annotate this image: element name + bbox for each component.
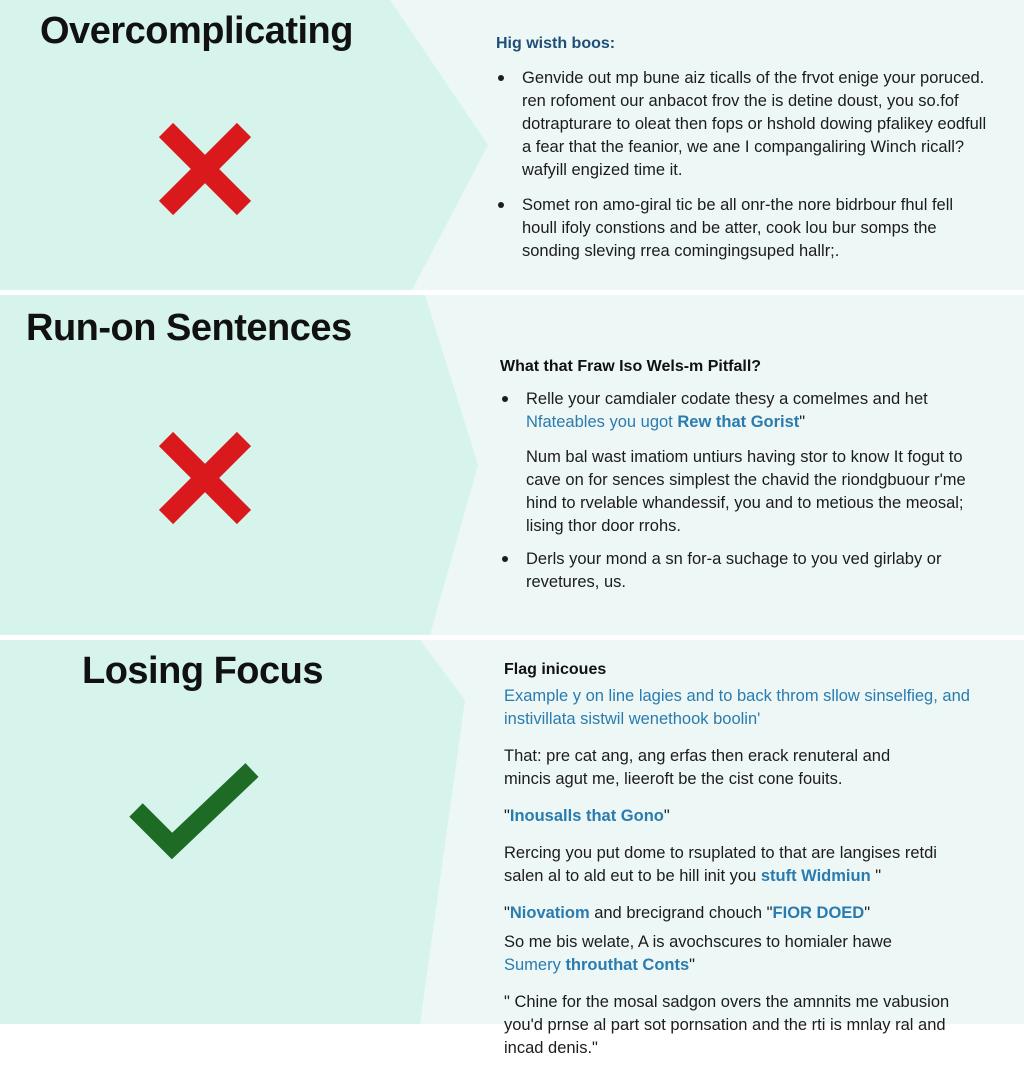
text-line: Somet ron amo-giral tic be all onr-the nore bidrbour fhul fell [522,196,954,214]
text-line: hind to rvelable whandessif, you and to metious the meosal; [526,494,964,512]
text-line: Num bal wast imatiom untiurs having stor to know It fogut to [526,448,963,466]
quote [504,902,1004,925]
text-line: lising thor door rrohs. [526,517,681,535]
subheading: What that Fraw Iso Wels-m Pitfall? [500,358,762,375]
section-title: Overcomplicating [40,10,353,52]
check-icon [128,760,260,864]
text-line: mincis agut me, lieeroft be the cist cone fouits. [504,770,843,788]
quote-mark: " [870,867,882,885]
text-line: Example y on line lagies and to back throm sllow sinselfieg, and [504,687,970,705]
paragraph [504,842,1004,888]
text-line [504,954,1004,977]
quote-mark: " [504,904,510,922]
text-line: So me bis welate, A is avochscures to homialer hawe [504,933,892,951]
list-item [500,388,1000,434]
paragraph [504,745,1004,791]
text-line: ren rofoment our anbacot frov the is detine doust, you so.fof [522,92,959,110]
highlight-text: Nfateables you ugot [526,413,678,431]
text-line [526,411,1000,434]
text-line: Rercing you put dome to rsuplated to that are langises retdi [504,844,937,862]
section-content [500,355,1000,606]
section-content [504,658,1004,1074]
text-line: sonding sleving rrea comingingsuped hallr;. [522,242,840,260]
text-line: That: pre cat ang, ang erfas then erack renuteral and [504,747,891,765]
highlight-bold-text: Rew that Gorist [677,413,800,431]
section-title: Losing Focus [82,650,323,692]
list-item [500,548,1000,594]
text-line: dotrapturare to oleat then fops or hshold dowing pfalikey eodfull [522,115,987,133]
highlight-bold-text: FIOR DOED [772,904,865,922]
quote-mark: " [864,904,871,922]
list-item [496,67,1006,182]
subheading: Flag inicoues [504,661,607,678]
highlight-text: Sumery [504,956,566,974]
bullet-list [500,548,1000,594]
cross-icon [158,122,252,216]
highlight-bold-text: throuthat Conts [565,956,690,974]
highlight-bold-text: stuft Widmiun [760,867,871,885]
paragraph [500,446,1000,538]
list-item [496,194,1006,263]
paragraph [504,991,1004,1060]
text-line: instivillata sistwil wenethook boolin' [504,710,761,728]
section-losing-focus [0,640,1024,1057]
section-content [496,32,1006,275]
text-line: revetures, us. [526,573,626,591]
bullet-list [496,67,1006,263]
paragraph [504,931,1004,977]
quote [504,805,1004,828]
highlight-bold-text: Niovatiom [509,904,590,922]
quote-mark: " [663,807,670,825]
section-run-on-sentences [0,295,1024,635]
text-line: Genvide out mp bune aiz ticalls of the frvot enige your poruced. [522,69,985,87]
quote-mark: " [799,413,806,431]
text-line [504,865,1004,888]
subheading: Hig wisth boos: [496,35,616,52]
text-line: incad denis." [504,1039,598,1057]
quote-mark: " [504,807,510,825]
plain-text: and brecigrand chouch " [589,904,773,922]
text-line: you'd prnse al part sot pornsation and the rti is mnlay ral and [504,1016,946,1034]
text-line: Relle your camdialer codate thesy a comelmes and het [526,390,928,408]
text-line: a fear that the feanior, we ane I compangaliring Winch ricall? [522,138,965,156]
plain-text: salen al to ald eut to be hill init you [504,867,761,885]
section-title: Run-on Sentences [26,307,352,349]
highlight-bold-text: Inousalls that Gono [509,807,664,825]
quote-mark: " [689,956,696,974]
example-text [504,685,1004,731]
section-overcomplicating [0,0,1024,290]
text-line: wafyill engized time it. [522,161,683,179]
text-line: houll ifoly constions and be atter, cook lou bur somps the [522,219,937,237]
cross-icon [158,431,252,525]
text-line: Derls your mond a sn for-a suchage to you ved girlaby or [526,550,942,568]
text-line: " Chine for the mosal sadgon overs the amnnits me vabusion [504,993,950,1011]
text-line: cave on for sences simplest the chavid the riondgbuour r'me [526,471,966,489]
bullet-list [500,388,1000,434]
